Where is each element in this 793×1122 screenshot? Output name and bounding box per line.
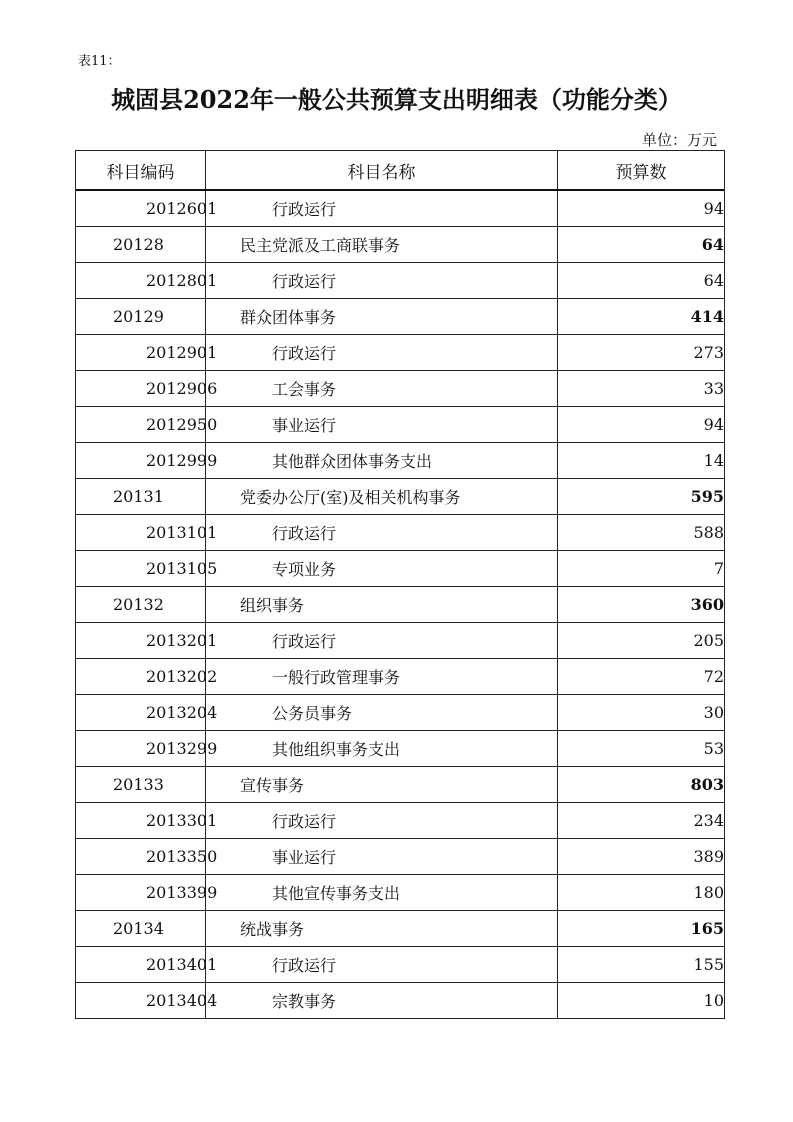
- amount-cell: 389: [558, 839, 725, 875]
- subject-name-cell: 专项业务: [206, 551, 558, 587]
- category-row: [76, 767, 725, 803]
- subject-code-cell: 2013204: [76, 695, 206, 731]
- amount-cell: 205: [558, 623, 725, 659]
- amount-cell: 10: [558, 983, 725, 1019]
- amount-cell: 53: [558, 731, 725, 767]
- subject-code-cell: 2013202: [76, 659, 206, 695]
- table-row: [76, 190, 725, 227]
- subject-code-cell: 2013101: [76, 515, 206, 551]
- amount-cell: 94: [558, 190, 725, 227]
- table-row: [76, 551, 725, 587]
- table-row: [76, 443, 725, 479]
- amount-cell: 155: [558, 947, 725, 983]
- subject-name-cell: 行政运行: [206, 803, 558, 839]
- amount-cell: 360: [558, 587, 725, 623]
- table-row: [76, 623, 725, 659]
- subject-code-cell: 2012601: [76, 190, 206, 227]
- subject-code-cell: 2013350: [76, 839, 206, 875]
- table-row: [76, 695, 725, 731]
- table-row: [76, 335, 725, 371]
- subject-name-cell: 一般行政管理事务: [206, 659, 558, 695]
- category-row: [76, 479, 725, 515]
- table-row: [76, 947, 725, 983]
- header-code: 科目编码: [76, 151, 206, 191]
- subject-code-cell: 2013105: [76, 551, 206, 587]
- subject-code-cell: 2012801: [76, 263, 206, 299]
- subject-name-cell: 组织事务: [206, 587, 558, 623]
- amount-cell: 180: [558, 875, 725, 911]
- amount-cell: 7: [558, 551, 725, 587]
- subject-name-cell: 统战事务: [206, 911, 558, 947]
- table-row: [76, 983, 725, 1019]
- subject-name-cell: 民主党派及工商联事务: [206, 227, 558, 263]
- header-name: 科目名称: [206, 151, 558, 191]
- subject-code-cell: 2013401: [76, 947, 206, 983]
- subject-code-cell: 20134: [76, 911, 206, 947]
- subject-code-cell: 20132: [76, 587, 206, 623]
- subject-code-cell: 2013201: [76, 623, 206, 659]
- subject-code-cell: 20133: [76, 767, 206, 803]
- subject-name-cell: 其他宣传事务支出: [206, 875, 558, 911]
- subject-code-cell: 2013404: [76, 983, 206, 1019]
- amount-cell: 30: [558, 695, 725, 731]
- subject-name-cell: 行政运行: [206, 335, 558, 371]
- subject-name-cell: 群众团体事务: [206, 299, 558, 335]
- budget-table: [75, 150, 725, 1019]
- subject-code-cell: 2012906: [76, 371, 206, 407]
- table-row: [76, 263, 725, 299]
- amount-cell: 234: [558, 803, 725, 839]
- table-row: [76, 803, 725, 839]
- table-row: [76, 371, 725, 407]
- page-title: 城固县2022年一般公共预算支出明细表（功能分类）: [111, 85, 682, 114]
- table-row: [76, 659, 725, 695]
- subject-code-cell: 2013399: [76, 875, 206, 911]
- amount-cell: 72: [558, 659, 725, 695]
- table-row: [76, 731, 725, 767]
- category-row: [76, 587, 725, 623]
- subject-name-cell: 事业运行: [206, 839, 558, 875]
- table-row: [76, 875, 725, 911]
- subject-code-cell: 20131: [76, 479, 206, 515]
- subject-name-cell: 宣传事务: [206, 767, 558, 803]
- subject-name-cell: 行政运行: [206, 947, 558, 983]
- subject-name-cell: 宗教事务: [206, 983, 558, 1019]
- amount-cell: 165: [558, 911, 725, 947]
- unit-label: 单位：万元: [641, 131, 717, 149]
- table-row: [76, 515, 725, 551]
- amount-cell: 33: [558, 371, 725, 407]
- table-row: [76, 839, 725, 875]
- subject-name-cell: 行政运行: [206, 263, 558, 299]
- header-amount: 预算数: [558, 151, 725, 191]
- subject-name-cell: 行政运行: [206, 623, 558, 659]
- amount-cell: 64: [558, 227, 725, 263]
- subject-name-cell: 行政运行: [206, 190, 558, 227]
- subject-code-cell: 2013301: [76, 803, 206, 839]
- amount-cell: 588: [558, 515, 725, 551]
- subject-name-cell: 公务员事务: [206, 695, 558, 731]
- subject-code-cell: 2012901: [76, 335, 206, 371]
- subject-name-cell: 工会事务: [206, 371, 558, 407]
- table-row: [76, 407, 725, 443]
- subject-name-cell: 党委办公厅(室)及相关机构事务: [206, 479, 558, 515]
- table-label: 表11：: [78, 54, 121, 69]
- subject-name-cell: 事业运行: [206, 407, 558, 443]
- table-header-row: [76, 151, 725, 191]
- category-row: [76, 299, 725, 335]
- subject-code-cell: 20129: [76, 299, 206, 335]
- category-row: [76, 911, 725, 947]
- subject-name-cell: 其他组织事务支出: [206, 731, 558, 767]
- amount-cell: 595: [558, 479, 725, 515]
- subject-code-cell: 2012999: [76, 443, 206, 479]
- subject-name-cell: 其他群众团体事务支出: [206, 443, 558, 479]
- amount-cell: 94: [558, 407, 725, 443]
- subject-code-cell: 2013299: [76, 731, 206, 767]
- amount-cell: 64: [558, 263, 725, 299]
- amount-cell: 803: [558, 767, 725, 803]
- subject-name-cell: 行政运行: [206, 515, 558, 551]
- amount-cell: 14: [558, 443, 725, 479]
- amount-cell: 273: [558, 335, 725, 371]
- category-row: [76, 227, 725, 263]
- subject-code-cell: 20128: [76, 227, 206, 263]
- subject-code-cell: 2012950: [76, 407, 206, 443]
- amount-cell: 414: [558, 299, 725, 335]
